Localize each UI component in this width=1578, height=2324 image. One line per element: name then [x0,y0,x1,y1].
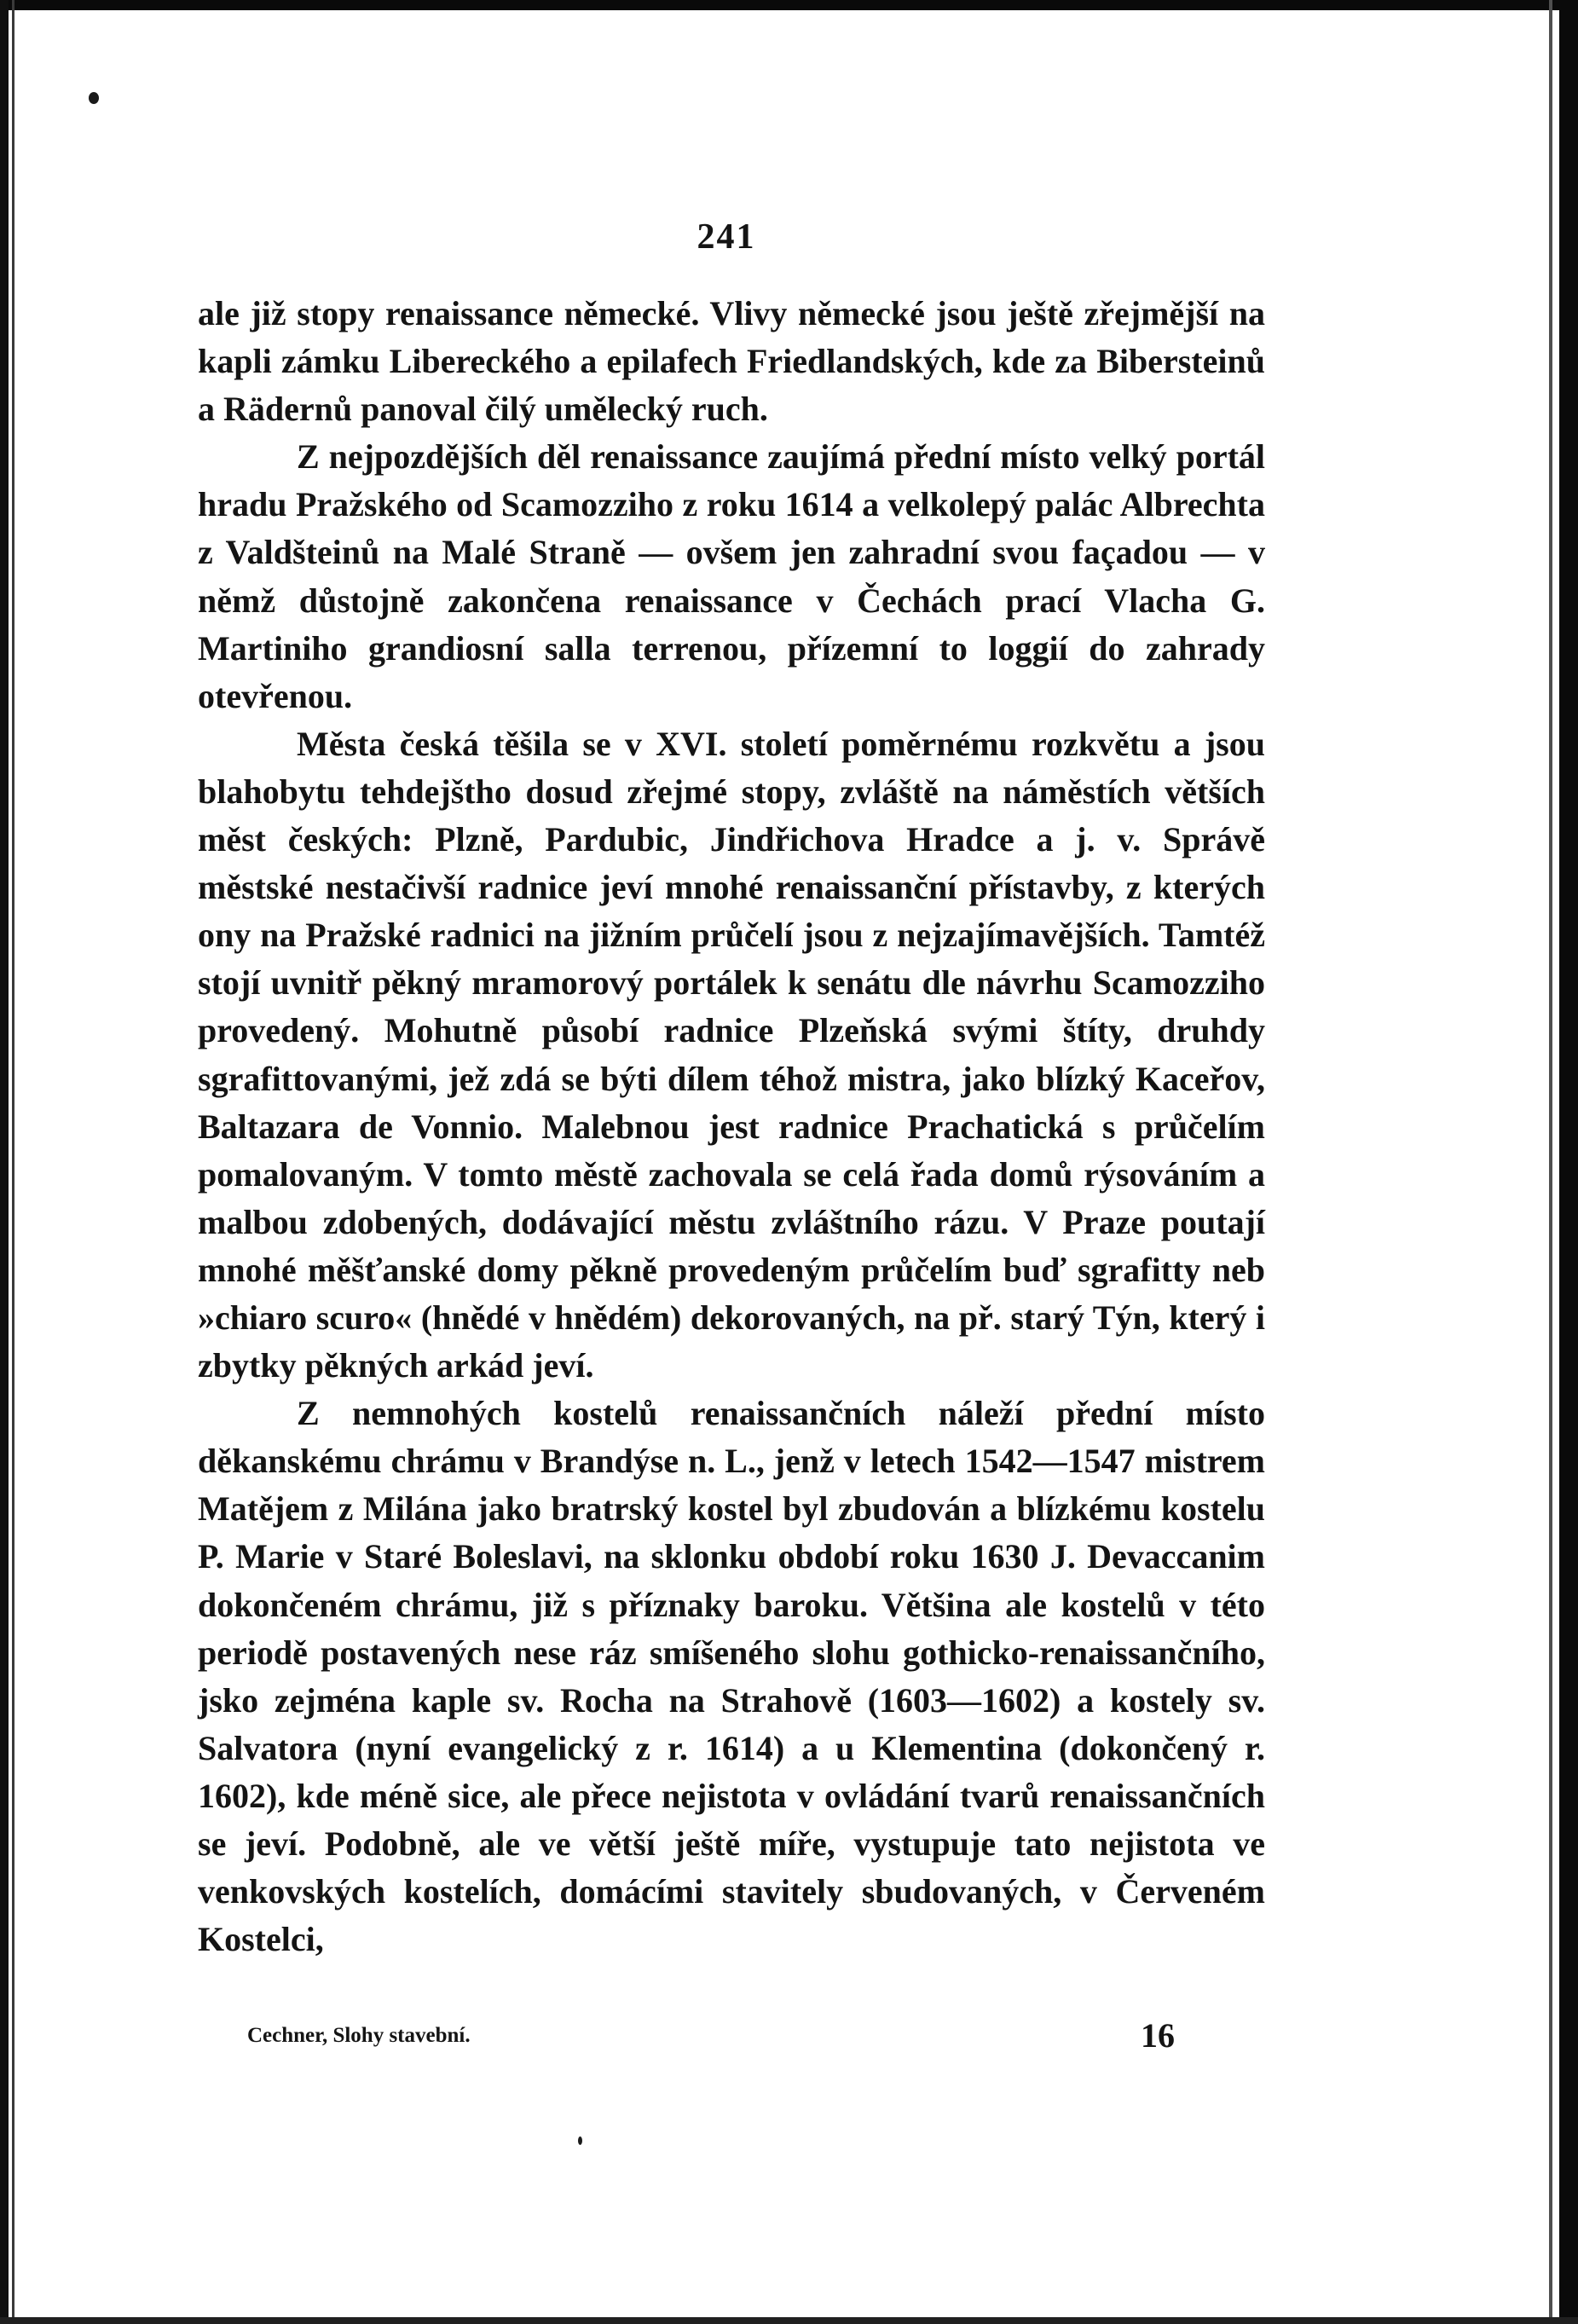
paragraph: Z nejpozdějších děl renaissance zaujímá přední místo velký portál hradu Pražského od Scamozziho z roku 1614 a velkolepý palác Albrechta z Valdšteinů na Malé Straně — ovšem jen zahradní svou façadou — v němž důstojně zakončena renaissance v Čechách prací Vlacha G. Martiniho grandiosní salla terrenou, přízemní to loggií do zahrady otevřenou. [198,437,1265,715]
body-text [198,290,1265,1963]
paragraph: Města česká těšila se v XVI. století poměrnému rozkvětu a jsou blahobytu tehdejštho dosud zřejmé stopy, zvláště na náměstích větších měst českých: Plzně, Pardubic, Jindřichova Hradce a j. v. Správě městské nestačivší radnice jeví mnohé renaissanční přístavby, z kterých ony na Pražské radnici na jižním průčelí jsou z nejzajímavějších. Tamtéž stojí uvnitř pěkný mramorový portálek k senátu dle návrhu Scamozziho provedený. Mohutně působí radnice Plzeňská svými štíty, druhdy sgrafittovanými, jež zdá se býti dílem téhož mistra, jako blízký Kaceřov, Baltazara de Vonnio. Malebnou jest radnice Prachatická s průčelím pomalovaným. V tomto městě zachovala se celá řada domů rýsováním a malbou zdobených, dodávající městu zvláštního rázu. V Praze poutají mnohé měšťanské domy pěkně provedeným průčelím buď sgrafitty neb »chiaro scuro« (hnědé v hnědém) dekorovaných, na př. starý Týn, který i zbytky pěkných arkád jeví. [198,724,1265,1385]
paragraph: ale již stopy renaissance německé. Vlivy německé jsou ještě zřejmější na kapli zámku Libereckého a epilafech Friedlandských, kde za Bibersteinů a Rädernů panoval čilý umělecký ruch. [198,294,1265,429]
scan-border-right [1559,0,1578,2324]
page-number: 241 [697,217,756,257]
footer-sheet-number: 16 [1141,2016,1175,2055]
scan-border-left [0,0,9,2324]
scan-border-bottom [0,2317,1578,2324]
scan-speck [578,2136,582,2145]
scan-speck [89,92,99,104]
paragraph: Z nemnohých kostelů renaissančních náleží přední místo děkanskému chrámu v Brandýse n. L., jenž v letech 1542—1547 mistrem Matějem z Milána jako bratrský kostel byl zbudován a blízkému kostelu P. Marie v Staré Boleslavi, na sklonku období roku 1630 J. Devaccanim dokončeném chrámu, již s příznaky baroku. Většina ale kostelů v této periodě postavených nese ráz smíšeného slohu gothicko-renaissančního, jsko zejména kaple sv. Rocha na Strahově (1603—1602) a kostely sv. Salvatora (nyní evangelický z r. 1614) a u Klementina (dokončený r. 1602), kde méně sice, ale přece nejistota v ovládání tvarů renaissančních se jeví. Podobně, ale ve větší ještě míře, vystupuje tato nejistota ve venkovských kostelích, domácími stavitely sbudovaných, v Červeném Kostelci, [198,1394,1265,1959]
scan-border-top [0,0,1578,10]
footer-signature: Cechner, Slohy stavební. [247,2024,471,2047]
scan-border-left-inner [12,0,14,2324]
scan-border-right-inner [1549,0,1552,2324]
